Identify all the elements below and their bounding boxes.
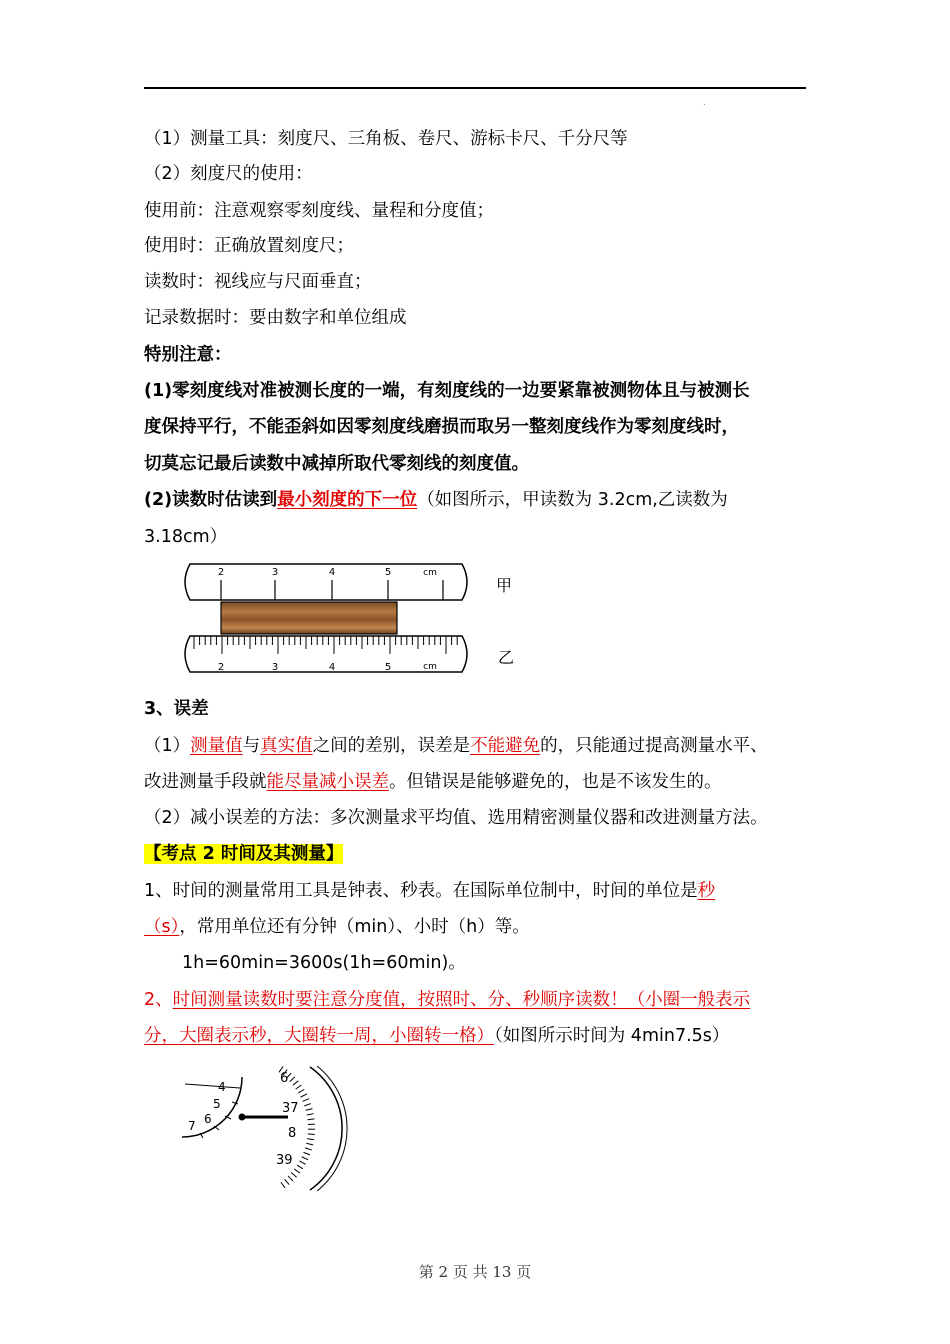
page-footer: 第 2 页 共 13 页 bbox=[418, 1263, 532, 1281]
text-span: （1） bbox=[144, 736, 191, 756]
ruler-yi-caption: 乙 bbox=[498, 648, 515, 667]
text-span: (2)读数时估读到 bbox=[144, 490, 278, 510]
center-pin bbox=[239, 1114, 246, 1121]
header-rule bbox=[144, 87, 806, 89]
small-dial-label: 5 bbox=[213, 1097, 221, 1111]
text-line bbox=[144, 879, 715, 903]
large-dial bbox=[310, 1067, 342, 1190]
large-dial-label: 37 bbox=[282, 1101, 299, 1116]
text-span: 。但错误是能够避免的，也是不该发生的。 bbox=[389, 772, 722, 792]
large-dial-label: 39 bbox=[276, 1153, 293, 1168]
ruler-jia-label: 5 bbox=[384, 567, 392, 578]
ruler-yi-label: 3 bbox=[271, 662, 279, 673]
header-dot: . bbox=[703, 98, 706, 107]
text-line bbox=[144, 988, 750, 1012]
text-line bbox=[144, 915, 530, 939]
ruler-jia-caption: 甲 bbox=[496, 576, 513, 595]
text-span: 之间的差别，误差是 bbox=[312, 736, 471, 756]
highlight-text: （s） bbox=[144, 917, 180, 937]
text-line: 切莫忘记最后读数中减掉所取代零刻线的刻度值。 bbox=[144, 454, 529, 474]
stopwatch-figure bbox=[170, 1062, 350, 1194]
highlight-text: 时间测量读数时要注意分度值，按照时、分、秒顺序读数！（小圈一般表示 bbox=[172, 990, 751, 1010]
section-heading-error: 3、误差 bbox=[144, 699, 209, 719]
ruler-jia-unit: cm bbox=[423, 568, 437, 578]
text-span: 改进测量手段就 bbox=[144, 772, 267, 792]
highlight-text: 测量值 bbox=[190, 736, 243, 756]
special-note-heading: 特别注意： bbox=[144, 345, 232, 365]
text-span: （如图所示时间为 4min7.5s） bbox=[494, 1026, 730, 1046]
text-span: （如图所示，甲读数为 3.2cm,乙读数为 bbox=[417, 490, 728, 510]
text-line: 度保持平行，不能歪斜如因零刻度线磨损而取另一整刻度线作为零刻度线时， bbox=[144, 417, 739, 437]
text-line: 记录数据时：要由数字和单位组成 bbox=[144, 308, 407, 328]
highlight-text: 能尽量减小误差 bbox=[266, 772, 389, 792]
ruler-yi-unit: cm bbox=[423, 662, 437, 672]
text-line: 使用前：注意观察零刻度线、量程和分度值； bbox=[144, 201, 494, 221]
text-line: （2）刻度尺的使用： bbox=[144, 164, 313, 184]
topic-2-heading: 【考点 2 时间及其测量】 bbox=[144, 844, 344, 864]
text-line: 1h=60min=3600s(1h=60min)。 bbox=[182, 953, 466, 973]
highlight-text: 秒 bbox=[697, 881, 716, 901]
large-dial-label: 8 bbox=[288, 1126, 297, 1141]
ruler-jia-label: 3 bbox=[271, 567, 279, 578]
text-line: 读数时：视线应与尺面垂直； bbox=[144, 272, 372, 292]
small-dial-label: 7 bbox=[188, 1119, 196, 1133]
text-line bbox=[144, 488, 728, 512]
wood-block bbox=[221, 602, 397, 634]
highlight-text: 最小刻度的下一位 bbox=[277, 490, 418, 510]
ruler-jia-label: 4 bbox=[328, 567, 336, 578]
large-dial-label: 6 bbox=[280, 1071, 289, 1086]
small-dial-label: 4 bbox=[218, 1080, 226, 1094]
highlight-text: 分，大圈表示秒，大圈转一周，小圈转一格） bbox=[144, 1026, 494, 1046]
text-line bbox=[144, 734, 768, 758]
ruler-yi-label: 2 bbox=[217, 662, 225, 673]
text-line bbox=[144, 1024, 729, 1048]
text-line: （2）减小误差的方法：多次测量求平均值、选用精密测量仪器和改进测量方法。 bbox=[144, 808, 768, 828]
text-line bbox=[144, 842, 343, 866]
small-dial-label: 6 bbox=[204, 1112, 212, 1126]
text-line: （1）测量工具：刻度尺、三角板、卷尺、游标卡尺、千分尺等 bbox=[144, 129, 628, 149]
text-line bbox=[144, 770, 722, 794]
text-span: 的，只能通过提高测量水平、 bbox=[540, 736, 768, 756]
text-span: 1、时间的测量常用工具是钟表、秒表。在国际单位制中，时间的单位是 bbox=[144, 881, 698, 901]
text-line: (1)零刻度线对准被测长度的一端，有刻度线的一边要紧靠被测物体且与被测长 bbox=[144, 381, 750, 401]
text-span: ，常用单位还有分钟（min）、小时（h）等。 bbox=[179, 917, 530, 937]
text-line: 使用时：正确放置刻度尺； bbox=[144, 236, 354, 256]
ruler-yi-label: 4 bbox=[328, 662, 336, 673]
text-span: 2、 bbox=[144, 990, 173, 1010]
highlight-text: 真实值 bbox=[260, 736, 313, 756]
ruler-jia-label: 2 bbox=[217, 567, 225, 578]
ruler-yi-label: 5 bbox=[384, 662, 392, 673]
text-span: 与 bbox=[242, 736, 261, 756]
text-line: 3.18cm） bbox=[144, 527, 228, 547]
ruler-figure bbox=[180, 560, 480, 680]
highlight-text: 不能避免 bbox=[470, 736, 541, 756]
